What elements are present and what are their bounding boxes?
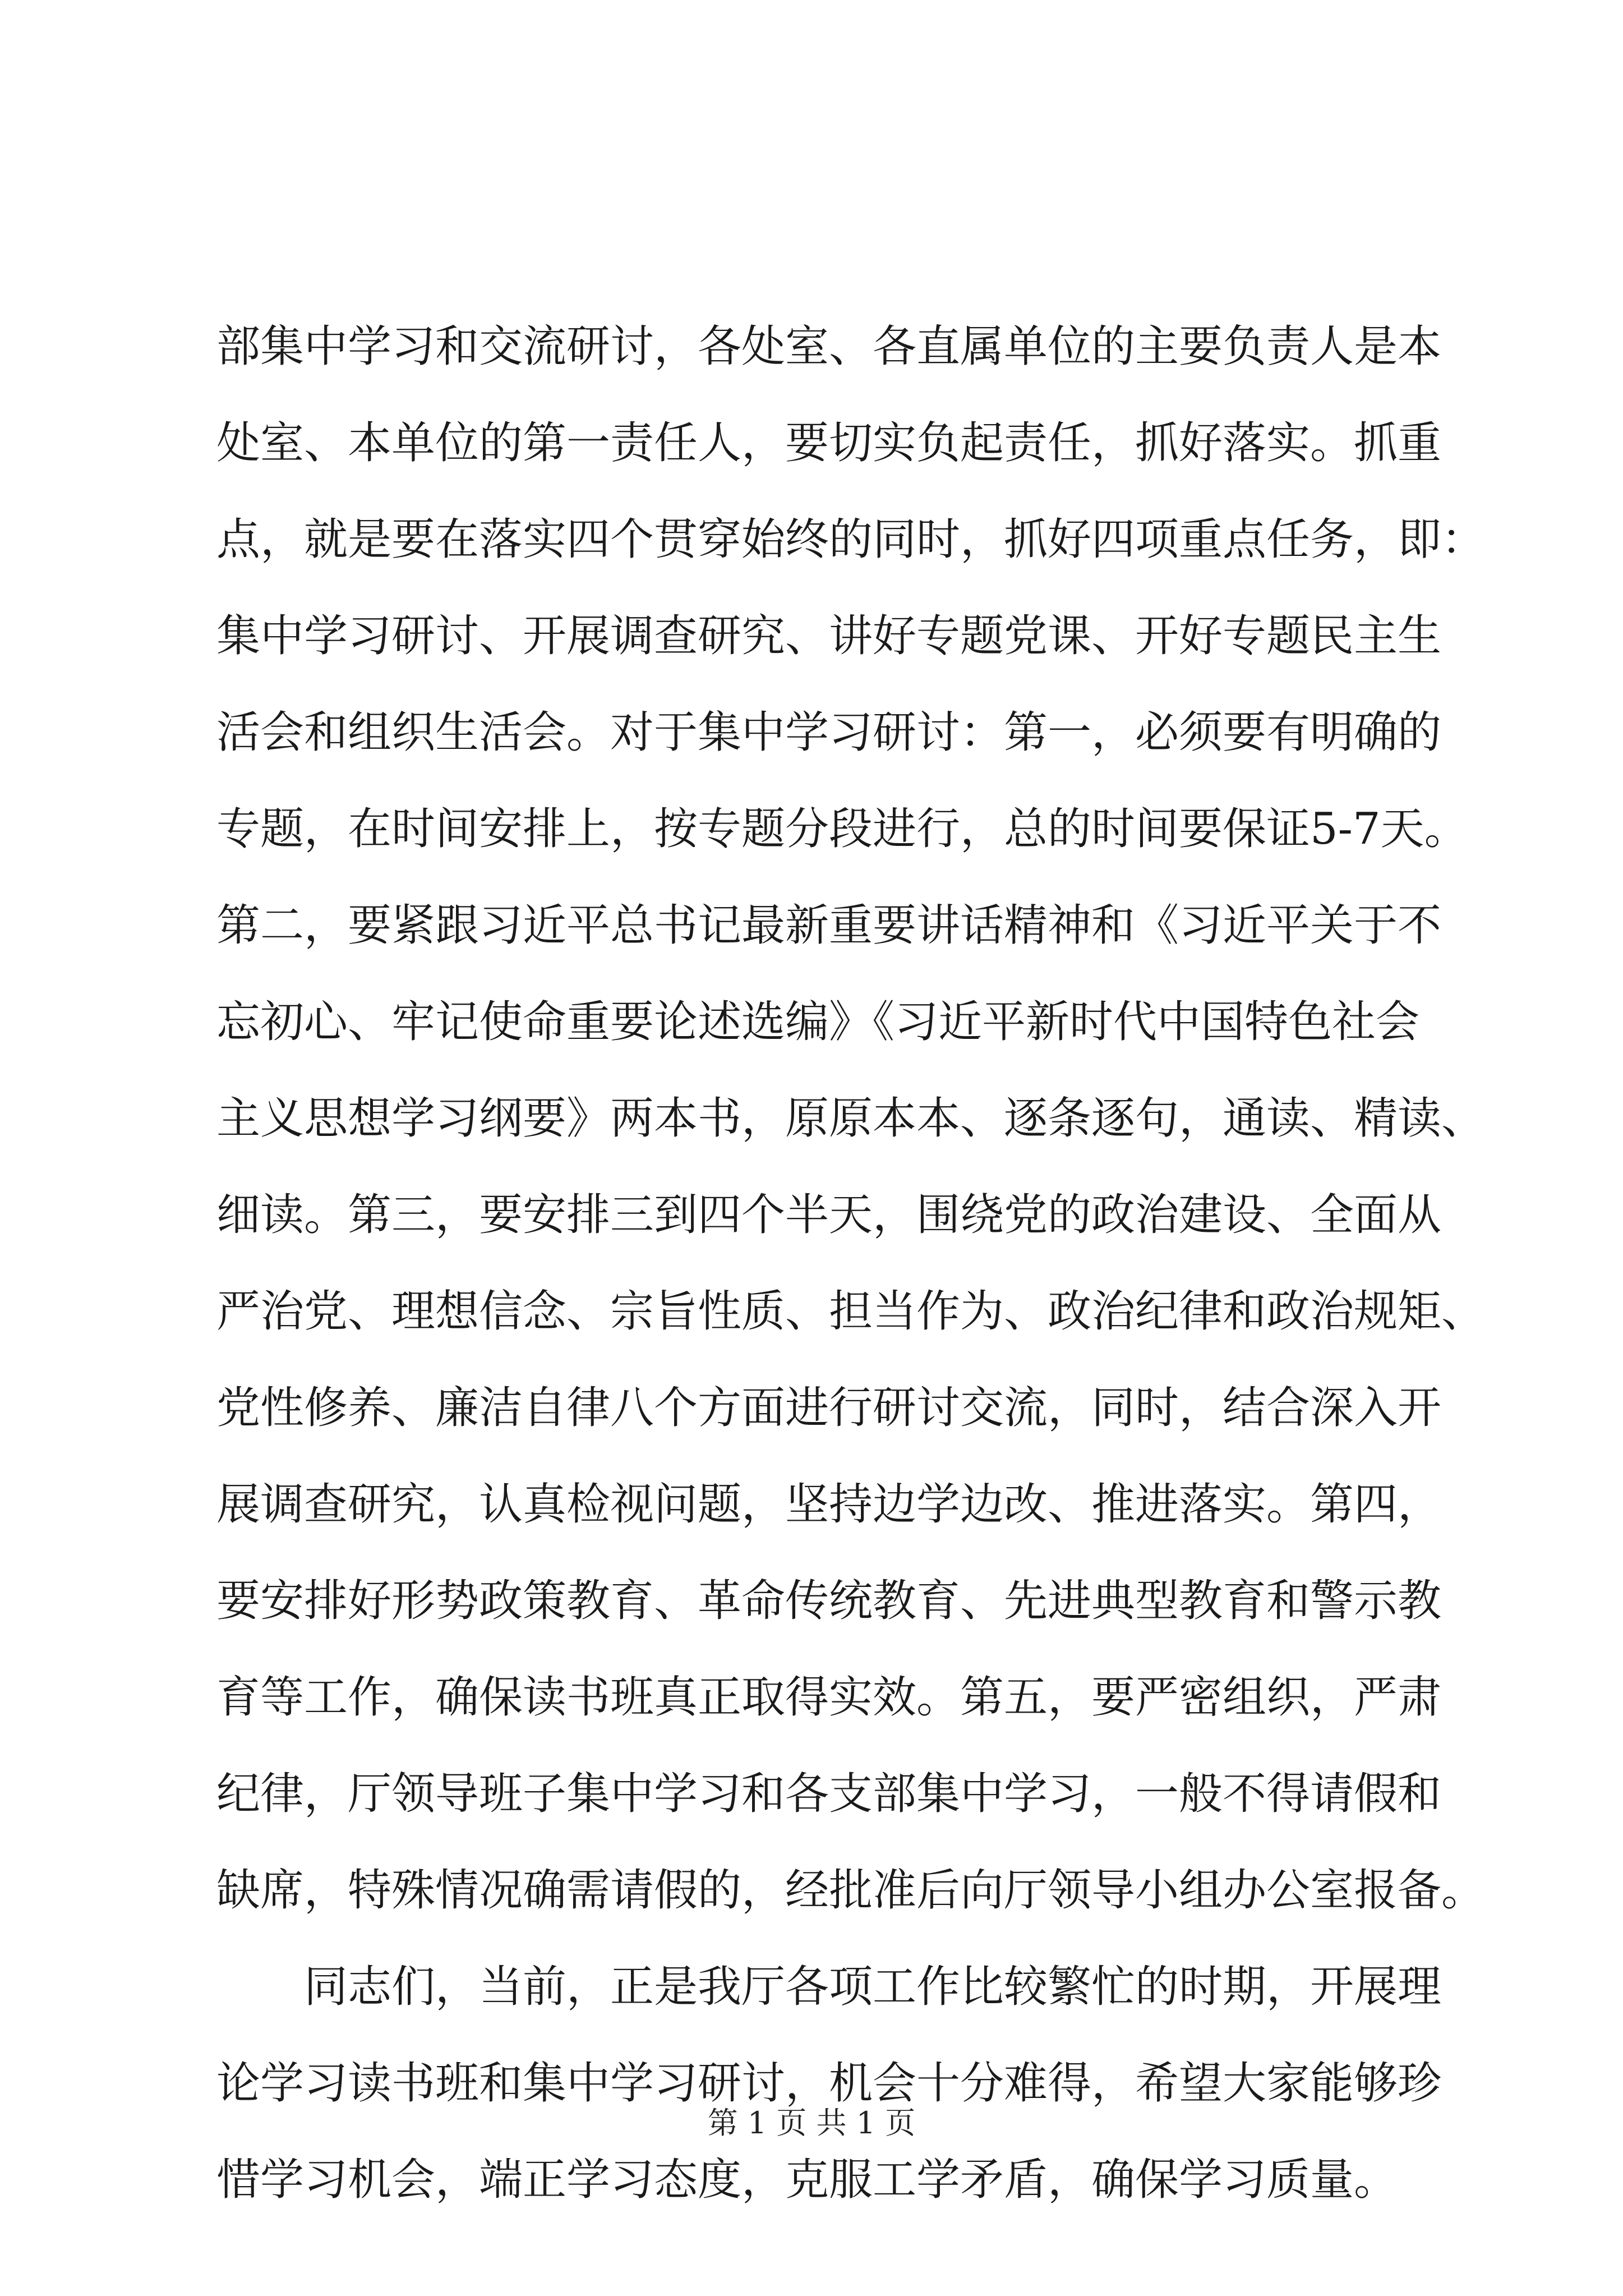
text-line: 纪律，厅领导班子集中学习和各支部集中学习，一般不得请假和 [216,1769,1442,1819]
text-line: 党性修养、廉洁自律八个方面进行研讨交流，同时，结合深入开 [216,1383,1442,1433]
text-line: 惜学习机会，端正学习态度，克服工学矛盾，确保学习质量。 [216,2155,1398,2205]
text-line: 集中学习研讨、开展调查研究、讲好专题党课、开好专题民主生 [216,611,1442,661]
text-line: 点，就是要在落实四个贯穿始终的同时，抓好四项重点任务，即： [216,514,1486,565]
text-line: 展调查研究，认真检视问题，坚持边学边改、推进落实。第四， [216,1479,1442,1530]
text-line: 严治党、理想信念、宗旨性质、担当作为、政治纪律和政治规矩、 [216,1286,1486,1337]
text-line: 同志们，当前，正是我厅各项工作比较繁忙的时期，开展理 [304,1962,1442,2012]
text-line: 要安排好形势政策教育、革命传统教育、先进典型教育和警示教 [216,1576,1442,1626]
text-line: 细读。第三，要安排三到四个半天，围绕党的政治建设、全面从 [216,1190,1442,1240]
text-line: 主义思想学习纲要》两本书，原原本本、逐条逐句，通读、精读、 [216,1093,1486,1144]
text-line: 活会和组织生活会。对于集中学习研讨：第一，必须要有明确的 [216,707,1442,758]
document-body [216,298,1486,2228]
text-line: 育等工作，确保读书班真正取得实效。第五，要严密组织，严肃 [216,1672,1442,1723]
page-footer: 第 1 页 共 1 页 [707,2105,916,2141]
text-line: 忘初心、牢记使命重要论述选编》《习近平新时代中国特色社会 [216,997,1420,1047]
text-line: 部集中学习和交流研讨，各处室、各直属单位的主要负责人是本 [216,321,1442,372]
text-line: 论学习读书班和集中学习研讨，机会十分难得，希望大家能够珍 [216,2058,1442,2109]
text-line: 专题，在时间安排上，按专题分段进行，总的时间要保证5-7天。 [216,804,1468,854]
text-line: 缺席，特殊情况确需请假的，经批准后向厅领导小组办公室报备。 [216,1865,1486,1916]
text-line: 第二，要紧跟习近平总书记最新重要讲话精神和《习近平关于不 [216,900,1442,951]
text-line: 处室、本单位的第一责任人，要切实负起责任，抓好落实。抓重 [216,418,1442,468]
